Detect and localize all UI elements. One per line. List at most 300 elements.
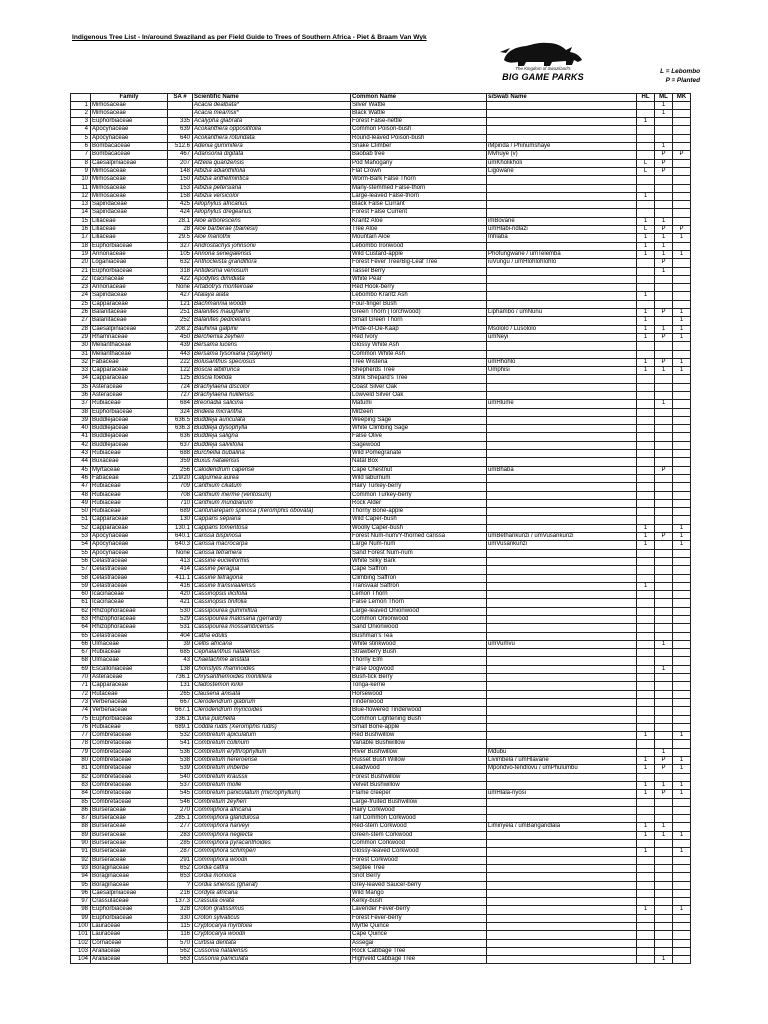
row-index: 47 [71,483,91,491]
ml-cell [655,383,673,391]
hl-cell: 1 [637,358,655,366]
family-cell: Loganiaceae [91,259,168,267]
ml-cell: 1 [655,367,673,375]
table-row [71,441,691,449]
siswati-name-cell: Msololo / Lusololo [487,325,637,333]
scientific-name-cell: Combretum apiculatum [193,732,351,740]
hl-cell: 1 [637,242,655,250]
scientific-name-cell: Berchemia zeyheri [193,333,351,341]
sa-number-cell: 414 [168,566,193,574]
family-cell: Celastraceae [91,566,168,574]
common-name-cell: Silver Wattle [351,101,487,109]
siswati-name-cell [487,806,637,814]
table-row [71,831,691,839]
row-index: 17 [71,234,91,242]
header-scientific-name: Scientific Name [193,94,351,102]
table-row [71,599,691,607]
table-row [71,151,691,159]
siswati-name-cell: umHlala-nyosi [487,790,637,798]
sa-number-cell: 125 [168,375,193,383]
scientific-name-cell: Commiphora africana [193,806,351,814]
table-row [71,616,691,624]
sa-number-cell: 636 [168,433,193,441]
scientific-name-cell: Cussonia paniculata [193,956,351,964]
row-index: 68 [71,657,91,665]
ml-cell [655,441,673,449]
mk-cell: 1 [673,906,691,914]
common-name-cell: Large-leaved False-thorn [351,192,487,200]
family-cell: Icacinaceae [91,599,168,607]
siswati-name-cell [487,134,637,142]
row-index: 25 [71,300,91,308]
mk-cell [673,881,691,889]
mk-cell [673,864,691,872]
row-index: 40 [71,425,91,433]
mk-cell [673,474,691,482]
family-cell: Annonaceae [91,250,168,258]
mk-cell [673,624,691,632]
ml-cell [655,499,673,507]
sa-number-cell: 563 [168,956,193,964]
sa-number-cell: 532 [168,732,193,740]
scientific-name-cell: Cassipourea mossambicensis [193,624,351,632]
sa-number-cell: 28.1 [168,217,193,225]
family-cell: Melianthaceae [91,350,168,358]
hl-cell [637,176,655,184]
scientific-name-cell: Calpurnea aurea [193,474,351,482]
table-row [71,682,691,690]
family-cell: Mimosaceae [91,184,168,192]
scientific-name-cell: Combretum paniculatum (microphyllum) [193,790,351,798]
table-header-row [71,94,691,102]
mk-cell [673,873,691,881]
scientific-name-cell: Cordia caffra [193,864,351,872]
common-name-cell: Tassel Berry [351,267,487,275]
sa-number-cell: 424 [168,209,193,217]
row-index: 77 [71,732,91,740]
scientific-name-cell: Combretum molle [193,781,351,789]
siswati-name-cell [487,906,637,914]
siswati-name-cell [487,931,637,939]
scientific-name-cell: Combretum imberbe [193,765,351,773]
row-index: 71 [71,682,91,690]
ml-cell [655,126,673,134]
row-index: 79 [71,748,91,756]
ml-cell [655,118,673,126]
row-index: 42 [71,441,91,449]
common-name-cell: Red-stem Corkwood [351,823,487,831]
mk-cell: P [673,226,691,234]
header-sa-number: SA # [168,94,193,102]
common-name-cell: Green Thorn (Torchwood) [351,309,487,317]
row-index: 29 [71,333,91,341]
table-row [71,184,691,192]
scientific-name-cell: Cassine transvaalensis [193,582,351,590]
table-row [71,740,691,748]
mk-cell [673,441,691,449]
scientific-name-cell: Chrysanthemoides monilifera [193,674,351,682]
sa-number-cell: 116 [168,931,193,939]
hl-cell [637,856,655,864]
scientific-name-cell: Albizia petersiana [193,184,351,192]
table-row [71,325,691,333]
sa-number-cell: 736.1 [168,674,193,682]
family-cell: Melianthaceae [91,342,168,350]
siswati-name-cell [487,441,637,449]
mk-cell [673,109,691,117]
header-mk: MK [673,94,691,102]
common-name-cell: Blue-flowered Tinderwood [351,707,487,715]
scientific-name-cell: Cryptocarya myrtifolia [193,922,351,930]
row-index: 11 [71,184,91,192]
ml-cell [655,275,673,283]
common-name-cell: Flame creeper [351,790,487,798]
family-cell: Ulmaceae [91,657,168,665]
mk-cell [673,665,691,673]
family-cell: Euphorbiaceae [91,118,168,126]
scientific-name-cell: Cassine eucleiformis [193,557,351,565]
sa-number-cell: 336.1 [168,715,193,723]
mk-cell: 1 [673,757,691,765]
mk-cell [673,640,691,648]
sa-number-cell: 727 [168,391,193,399]
family-cell: Icacinaceae [91,275,168,283]
table-row [71,856,691,864]
row-index: 94 [71,873,91,881]
scientific-name-cell: Clausena anisata [193,690,351,698]
family-cell: Euphorbiaceae [91,408,168,416]
sa-number-cell: 545 [168,790,193,798]
siswati-name-cell [487,840,637,848]
ml-cell [655,649,673,657]
siswati-name-cell [487,300,637,308]
common-name-cell: Cape Saffron [351,566,487,574]
mk-cell: 1 [673,250,691,258]
hl-cell [637,873,655,881]
table-row [71,566,691,574]
ml-cell [655,176,673,184]
hl-cell [637,259,655,267]
hl-cell [637,267,655,275]
header-index [71,94,91,102]
mk-cell [673,383,691,391]
ml-cell [655,524,673,532]
ml-cell: 1 [655,109,673,117]
common-name-cell: White Climbing Sage [351,425,487,433]
scientific-name-cell: Boscia albitrunca [193,367,351,375]
scientific-name-cell: Commiphora neglecta [193,831,351,839]
family-cell: Celastraceae [91,557,168,565]
row-index: 16 [71,226,91,234]
family-cell: Combretaceae [91,773,168,781]
scientific-name-cell: Breonadia salicina [193,400,351,408]
row-index: 38 [71,408,91,416]
table-row [71,416,691,424]
scientific-name-cell: Carissa bispinosa [193,533,351,541]
mk-cell [673,350,691,358]
hl-cell [637,657,655,665]
hl-cell [637,300,655,308]
row-index: 83 [71,781,91,789]
table-row [71,516,691,524]
row-index: 9 [71,167,91,175]
mk-cell [673,499,691,507]
siswati-name-cell [487,773,637,781]
sa-number-cell: 131 [168,682,193,690]
sa-number-cell: 636.3 [168,425,193,433]
hl-cell [637,798,655,806]
table-row [71,143,691,151]
family-cell: Rutaceae [91,690,168,698]
ml-cell [655,889,673,897]
mk-cell [673,101,691,109]
family-cell: Burseraceae [91,806,168,814]
family-cell: Liliaceae [91,226,168,234]
sa-number-cell: 330 [168,914,193,922]
family-cell: Verbenaceae [91,707,168,715]
mk-cell [673,616,691,624]
table-row [71,391,691,399]
scientific-name-cell: Adansonia digitata [193,151,351,159]
family-cell: Bombacaceae [91,143,168,151]
sa-number-cell: 512.6 [168,143,193,151]
hl-cell: 1 [637,325,655,333]
common-name-cell: Coast Silver Oak [351,383,487,391]
row-index: 18 [71,242,91,250]
family-cell: Icacinaceae [91,591,168,599]
family-cell: Apocynaceae [91,541,168,549]
table-row [71,690,691,698]
row-index: 100 [71,922,91,930]
family-cell: Verbenaceae [91,698,168,706]
scientific-name-cell: Capparis sepiaria [193,516,351,524]
scientific-name-cell: Balanites maughamii [193,309,351,317]
row-index: 103 [71,947,91,955]
ml-cell [655,898,673,906]
sa-number-cell: None [168,549,193,557]
siswati-name-cell [487,781,637,789]
sa-number-cell: 277 [168,823,193,831]
common-name-cell: Forest Num-num/Y-thorned carissa [351,533,487,541]
common-name-cell: Sand Forest Num-num [351,549,487,557]
ml-cell [655,864,673,872]
ml-cell [655,582,673,590]
siswati-name-cell [487,284,637,292]
table-row [71,931,691,939]
mk-cell: 1 [673,541,691,549]
hl-cell [637,400,655,408]
ml-cell [655,284,673,292]
hl-cell [637,723,655,731]
ml-cell [655,408,673,416]
scientific-name-cell: Calodendrum capense [193,466,351,474]
family-cell: Rhamnaceae [91,333,168,341]
scientific-name-cell: Cladostemon kirkii [193,682,351,690]
siswati-name-cell: imBovane [487,217,637,225]
scientific-name-cell: Anthocleista grandiflora [193,259,351,267]
ml-cell [655,342,673,350]
siswati-name-cell [487,201,637,209]
row-index: 51 [71,516,91,524]
mk-cell [673,607,691,615]
scientific-name-cell: Cordia sinensis (gharaf) [193,881,351,889]
mk-cell [673,300,691,308]
family-cell: Rhizophoraceae [91,616,168,624]
siswati-name-cell [487,898,637,906]
siswati-name-cell [487,342,637,350]
common-name-cell: Cape Quince [351,931,487,939]
ml-cell [655,690,673,698]
ml-cell [655,350,673,358]
common-name-cell: Leadwood [351,765,487,773]
common-name-cell: Forest Fever-berry [351,914,487,922]
common-name-cell: Hairy Corkwood [351,806,487,814]
scientific-name-cell: Acokanthera oppositifolia [193,126,351,134]
common-name-cell: Tall Common Corkwood [351,815,487,823]
siswati-name-cell [487,665,637,673]
common-name-cell: Lebombo Krantz Ash [351,292,487,300]
table-row [71,657,691,665]
ml-cell: 1 [655,101,673,109]
sa-number-cell: 421 [168,599,193,607]
sa-number-cell: 539 [168,765,193,773]
common-name-cell: Black Wattle [351,109,487,117]
ml-cell [655,881,673,889]
table-row [71,757,691,765]
ml-cell [655,557,673,565]
siswati-name-cell [487,723,637,731]
table-row [71,250,691,258]
common-name-cell: Hairy Turkey-berry [351,483,487,491]
scientific-name-cell: Acokanthera rotundata [193,134,351,142]
scientific-name-cell: Buddleja salviifolia [193,441,351,449]
sa-number-cell: 335 [168,118,193,126]
row-index: 55 [71,549,91,557]
sa-number-cell: 28 [168,226,193,234]
ml-cell [655,657,673,665]
ml-cell [655,508,673,516]
mk-cell [673,549,691,557]
scientific-name-cell: Cassipourea malosana (gerrardi) [193,616,351,624]
scientific-name-cell: Croton gratissimus [193,906,351,914]
mk-cell [673,815,691,823]
row-index: 46 [71,474,91,482]
mk-cell [673,342,691,350]
table-row [71,483,691,491]
logo-brand: BIG GAME PARKS [502,72,584,82]
family-cell: Sapindaceae [91,209,168,217]
table-row [71,873,691,881]
common-name-cell: Glossy-leaved Corkwood [351,848,487,856]
ml-cell [655,873,673,881]
siswati-name-cell: Mdubu [487,748,637,756]
scientific-name-cell: Capparis tomentosa [193,524,351,532]
table-row [71,433,691,441]
scientific-name-cell: Cordyla africana [193,889,351,897]
mk-cell [673,557,691,565]
table-row [71,591,691,599]
siswati-name-cell [487,109,637,117]
sa-number-cell: 427 [168,292,193,300]
hl-cell [637,740,655,748]
row-index: 4 [71,126,91,134]
mk-cell [673,134,691,142]
sa-number-cell: 115 [168,922,193,930]
table-row [71,118,691,126]
mk-cell [673,682,691,690]
family-cell: Buddlejaceae [91,433,168,441]
mk-cell: P [673,151,691,159]
family-cell: Caesalpiniaceae [91,889,168,897]
table-row [71,674,691,682]
ml-cell [655,425,673,433]
hl-cell [637,134,655,142]
hl-cell [637,881,655,889]
row-index: 31 [71,350,91,358]
table-row [71,632,691,640]
common-name-cell: Wild laburnum [351,474,487,482]
common-name-cell: Tree Wisteria [351,358,487,366]
sa-number-cell: 416 [168,582,193,590]
ml-cell [655,491,673,499]
scientific-name-cell: Allophylus dregeanus [193,209,351,217]
family-cell: Mimosaceae [91,109,168,117]
hl-cell: 1 [637,831,655,839]
siswati-name-cell [487,450,637,458]
table-row [71,939,691,947]
siswati-name-cell [487,275,637,283]
ml-cell: 1 [655,267,673,275]
hl-cell [637,450,655,458]
hl-cell [637,383,655,391]
ml-cell: P [655,167,673,175]
sa-number-cell: 285.1 [168,815,193,823]
ml-cell: 1 [655,250,673,258]
family-cell: Apocynaceae [91,134,168,142]
mk-cell [673,723,691,731]
row-index: 24 [71,292,91,300]
table-row [71,815,691,823]
table-row [71,350,691,358]
hl-cell: 1 [637,118,655,126]
mk-cell [673,574,691,582]
common-name-cell: Mitzeeri [351,408,487,416]
sa-number-cell: 43 [168,657,193,665]
mk-cell [673,840,691,848]
table-row [71,781,691,789]
hl-cell [637,151,655,159]
row-index: 69 [71,665,91,673]
family-cell: Asteraceae [91,674,168,682]
table-row [71,342,691,350]
hl-cell [637,375,655,383]
row-index: 81 [71,765,91,773]
siswati-name-cell [487,582,637,590]
sa-number-cell: 121 [168,300,193,308]
mk-cell: 1 [673,367,691,375]
hl-cell [637,773,655,781]
hl-cell [637,549,655,557]
sa-number-cell: 640.3 [168,541,193,549]
sa-number-cell: 404 [168,632,193,640]
ml-cell [655,715,673,723]
mk-cell [673,184,691,192]
common-name-cell: Small Bone-apple [351,723,487,731]
ml-cell [655,474,673,482]
hl-cell [637,624,655,632]
row-index: 78 [71,740,91,748]
table-row [71,466,691,474]
